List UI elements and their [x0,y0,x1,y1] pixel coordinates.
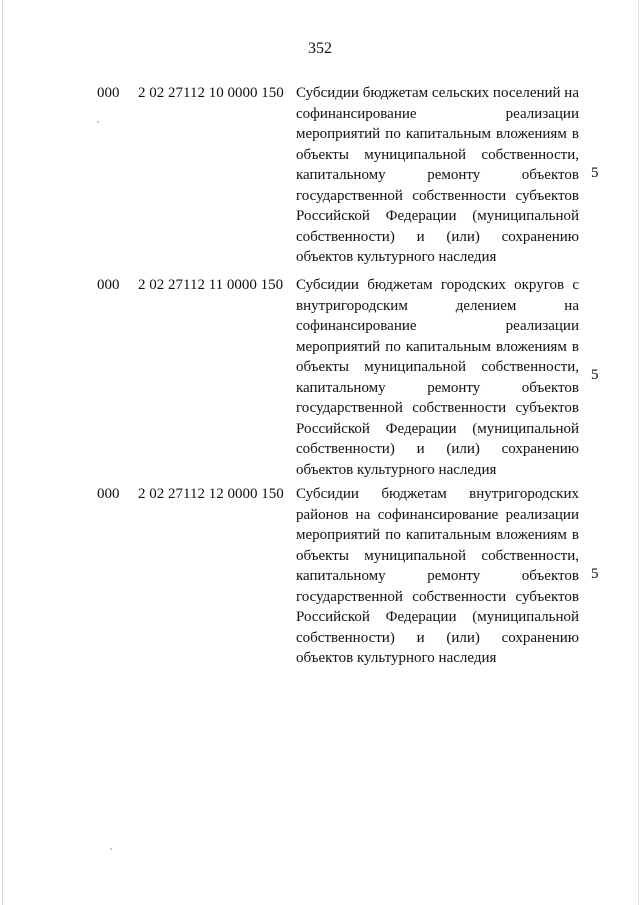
admin-code: 000 [97,486,120,502]
scan-speck [97,121,99,123]
description-line: капитальному ремонту объектов [296,568,579,584]
description-line: мероприятий по капитальным вложениям в [296,126,579,142]
description-line: софинансирование реализации [296,318,579,334]
budget-classification-code: 2 02 27112 11 0000 150 [138,277,284,293]
description-line: мероприятий по капитальным вложениям в [296,527,579,543]
description-line: Российской Федерации (муниципальной [296,208,579,224]
description-line: районов на софинансирование реализации [296,506,579,523]
description-line: внутригородским делением на [296,297,579,314]
description-line: Субсидии бюджетам внутригородских [296,486,579,502]
page-edge-left [2,0,3,905]
description-line: капитальному ремонту объектов [296,167,579,183]
description-line: объектов культурного наследия [296,650,497,666]
page-number: 352 [308,40,332,57]
budget-classification-code: 2 02 27112 10 0000 150 [138,85,284,101]
description-line: собственности) и (или) сохранению [296,629,579,646]
description-line: объектов культурного наследия [296,249,497,265]
page-edge-right [638,0,639,905]
scan-speck [110,848,112,850]
entry-description [296,484,579,669]
description-line: Субсидии бюджетам городских округов с [296,277,579,293]
admin-code: 000 [97,85,120,101]
description-line: Субсидии бюджетам сельских поселений на [296,85,579,101]
description-line: государственной собственности субъектов [296,588,579,605]
budget-classification-code: 2 02 27112 12 0000 150 [138,486,284,502]
entry-description [296,83,579,268]
description-line: собственности) и (или) сохранению [296,228,579,245]
entry-amount: 5 [591,566,599,582]
entry-description [296,275,579,480]
description-line: объектов культурного наследия [296,461,497,478]
description-line: объекты муниципальной собственности, [296,359,579,375]
description-line: Российской Федерации (муниципальной [296,609,579,625]
description-line: государственной собственности субъектов [296,400,579,416]
description-line: мероприятий по капитальным вложениям в [296,338,579,355]
description-line: Российской Федерации (муниципальной [296,420,579,437]
description-line: софинансирование реализации [296,105,579,122]
entry-amount: 5 [591,165,599,181]
description-line: капитальному ремонту объектов [296,379,579,396]
description-line: собственности) и (или) сохранению [296,441,579,457]
description-line: объекты муниципальной собственности, [296,547,579,564]
admin-code: 000 [97,277,120,293]
description-line: государственной собственности субъектов [296,187,579,204]
description-line: объекты муниципальной собственности, [296,146,579,163]
entry-amount: 5 [591,367,599,383]
